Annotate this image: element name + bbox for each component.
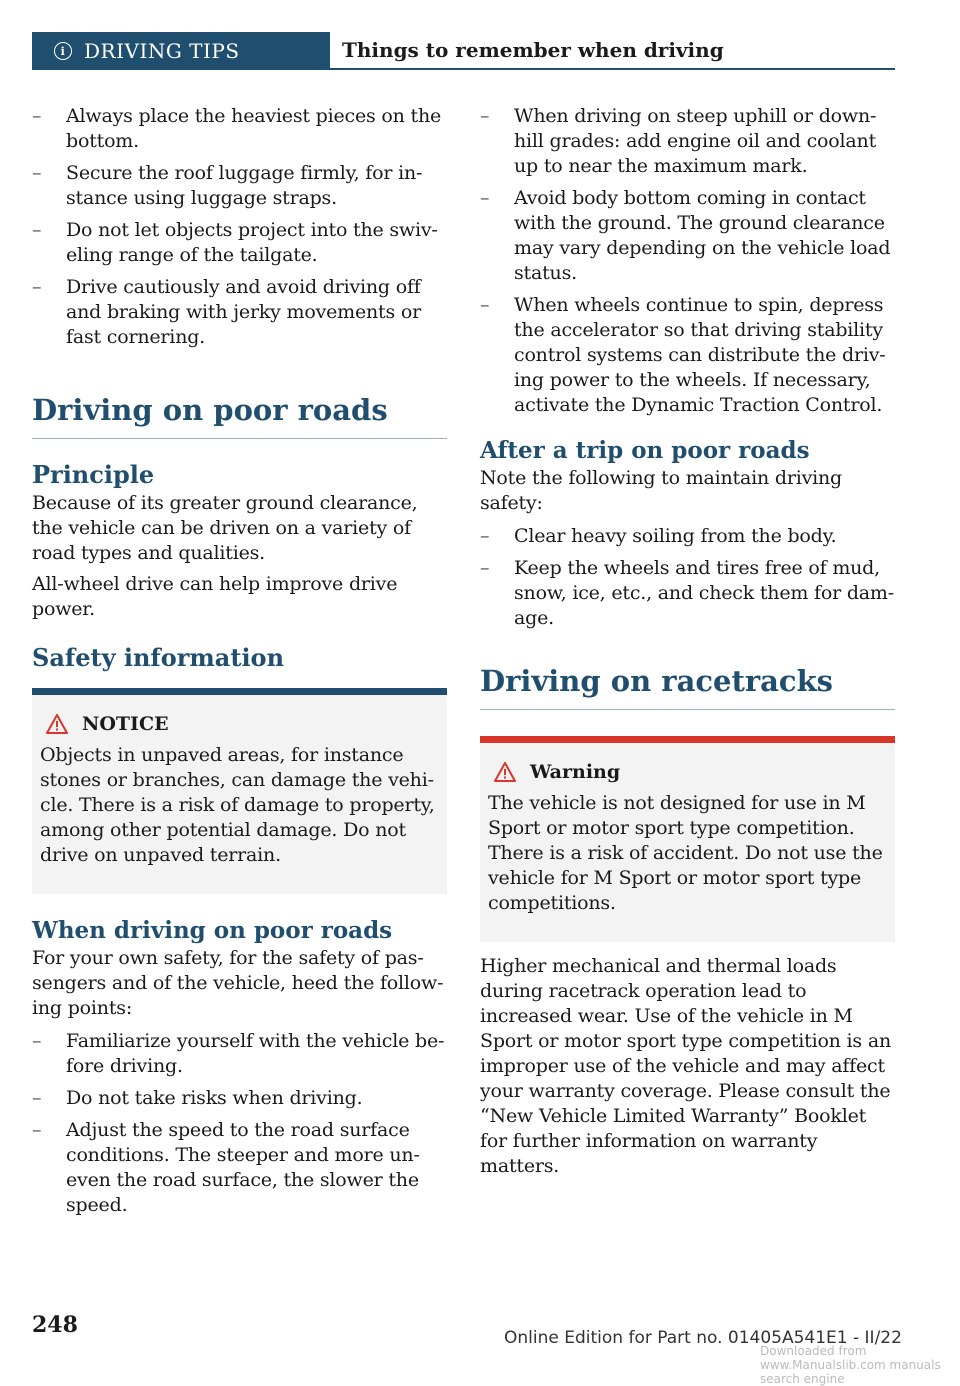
paragraph: For your own safety, for the safety of passengers and of the vehicle, heed the following points: [32, 947, 444, 1019]
list-item: – Keep the wheels and tires free of mud, snow, ice, etc., and check them for damage. [480, 556, 895, 631]
list-item: – When driving on steep uphill or downhill grades: add engine oil and coolant up to near the maximum mark. [480, 104, 895, 179]
warning-triangle-icon [46, 714, 68, 734]
list-item: – Always place the heaviest pieces on the bottom. [32, 104, 447, 154]
notice-text: Objects in unpaved areas, for instance stones or branches, can damage the vehicle. There is a risk of damage to property, among other potential damage. Do not drive on unpaved terrain. [40, 744, 435, 866]
heading-racetracks: Driving on racetracks [480, 661, 895, 710]
info-icon: i [54, 42, 72, 60]
heading-when-driving: When driving on poor roads [32, 917, 393, 944]
heading-poor-roads: Driving on poor roads [32, 390, 447, 439]
paragraph: All-wheel drive can help improve drive power. [32, 573, 398, 620]
edition-info: Online Edition for Part no. 01405A541E1 - II/22 [504, 1328, 902, 1348]
list-item: – Avoid body bottom coming in contact with the ground. The ground clearance may vary depending on the vehicle load status. [480, 186, 895, 286]
poor-roads-list-continued [480, 104, 895, 418]
list-item: – Clear heavy soiling from the body. [480, 524, 895, 549]
list-item: – When wheels continue to spin, depress the accelerator so that driving stability control systems can distribute the driving power to the wheels. If necessary, activate the Dynamic Traction Control. [480, 293, 895, 418]
notice-box [32, 688, 447, 894]
notice-title [40, 711, 439, 737]
notice-title-label: NOTICE [82, 713, 169, 735]
warning-box [480, 736, 895, 942]
chapter-title: Things to remember when driving [330, 32, 895, 70]
warning-title [488, 759, 887, 785]
left-column [32, 104, 447, 1225]
list-item: – Familiarize yourself with the vehicle before driving. [32, 1029, 447, 1079]
section-label: DRIVING TIPS [84, 39, 240, 63]
list-item: – Do not take risks when driving. [32, 1086, 447, 1111]
list-item: – Secure the roof luggage firmly, for instance using luggage straps. [32, 161, 447, 211]
paragraph: Because of its greater ground clearance, the vehicle can be driven on a variety of road types and qualities. [32, 492, 418, 564]
right-column [480, 104, 895, 1185]
list-item: – Adjust the speed to the road surface conditions. The steeper and more uneven the road surface, the slower the speed. [32, 1118, 447, 1218]
heading-after-trip: After a trip on poor roads [480, 437, 810, 464]
heading-principle: Principle [32, 460, 155, 489]
page-number: 248 [32, 1312, 78, 1338]
paragraph: Higher mechanical and thermal loads during racetrack operation lead to increased wear. Use of the vehicle in M Sport or motor sport type competition is an improper use of the vehicle and may affect your warranty coverage. Please consult the “New Vehicle Limited Warranty” Booklet for further information on warranty matters. [480, 955, 891, 1177]
list-item: – Do not let objects project into the swiveling range of the tailgate. [32, 218, 447, 268]
watermark-text: Downloaded from www.Manualslib.com manuals search engine [760, 1344, 941, 1386]
section-tab [32, 32, 330, 70]
luggage-list [32, 104, 447, 350]
warning-triangle-icon [494, 762, 516, 782]
paragraph: Note the following to maintain driving safety: [480, 467, 843, 514]
after-trip-list [480, 524, 895, 631]
warning-title-label: Warning [530, 761, 621, 783]
heading-safety-information: Safety information [32, 643, 285, 672]
warning-text: The vehicle is not designed for use in M Sport or motor sport type competition. There is a risk of accident. Do not use the vehicle for M Sport or motor sport type competitions. [488, 792, 883, 914]
page-header [32, 32, 895, 70]
poor-roads-list [32, 1029, 447, 1218]
list-item: – Drive cautiously and avoid driving off and braking with jerky movements or fast cornering. [32, 275, 447, 350]
